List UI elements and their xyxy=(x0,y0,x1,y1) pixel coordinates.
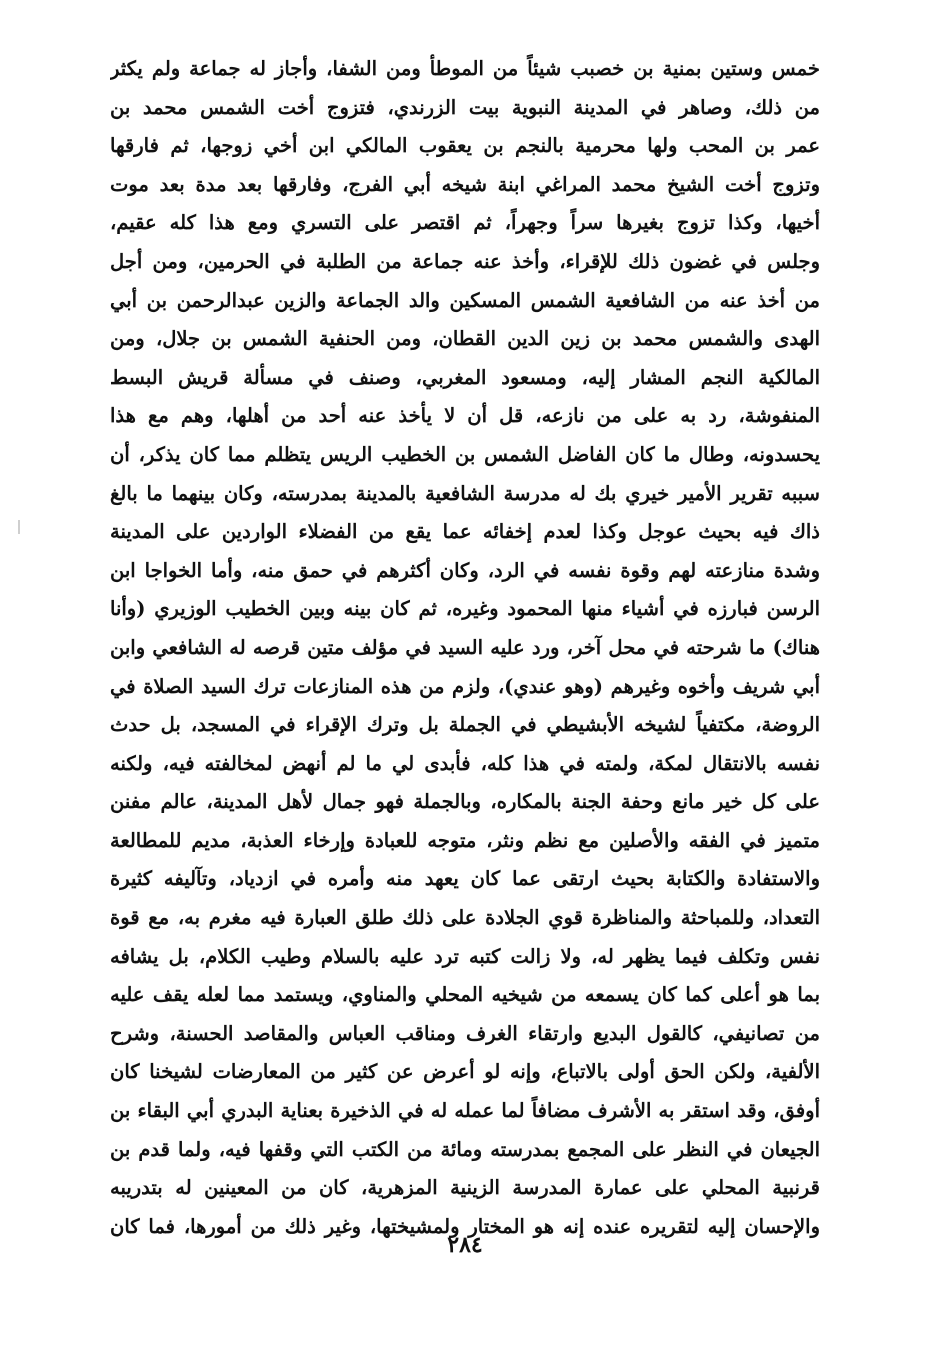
text-line-28: أوفق، وقد استقر به الأشرف مضافاً لما عمله له في الذخيرة بعناية البدري أبي البقاء بن xyxy=(110,1099,820,1123)
text-line-23: التعداد، وللمباحثة والمناظرة قوي الجلادة على ذلك طلق العبارة فيه مغرم به، مع قوة xyxy=(110,906,820,930)
text-line-8: الهدى والشمس محمد بن زين الدين القطان، ومن الحنفية الشمس بن جلال، ومن xyxy=(110,327,820,351)
text-line-16: هناك) ما شرحته في محل آخر، ورد عليه السيد في مؤلف متين قرصه له الشافعي وابن xyxy=(110,635,820,659)
text-line-4: وتزوج أخت الشيخ محمد المراغي ابنة شيخه أبي الفرج، وفارقها بعد مدة بعد موت xyxy=(110,172,820,196)
text-line-24: نفس وتكلف فيما يظهر له، ولا زالت كتبه ترد عليه بالسلام وطيب الكلام، بل يشافه xyxy=(110,944,820,968)
text-line-14: وشدة منازعته لهم وقوة نفسه في الرد، وكان أكثرهم في حمق منه، وأما الخواجا ابن xyxy=(110,558,820,582)
text-line-15: الرسن فبارزه في أشياء منها المحمود وغيره، ثم كان بينه وبين الخطيب الوزيري (وأنا xyxy=(110,597,820,621)
page-number: ٢٨٤ xyxy=(447,1232,483,1258)
text-line-26: من تصانيفي، كالقول البديع وارتقاء الغرف ومناقب العباس والمقاصد الحسنة، وشرح xyxy=(110,1021,820,1045)
text-line-29: الجيعان في النظر على المجمع بمدرسته ومائة من الكتب التي وقفها فيه، ولما قدم بن xyxy=(110,1137,820,1161)
text-line-13: ذاك فيه بحيث عوجل وكذا لعدم إخفائه عما يقع من الفضلاء الواردين على المدينة xyxy=(110,520,820,544)
text-line-27: الألفية، ولكن الحق أولى بالاتباع، وإنه لو أعرض عن كثير من المعارضات لشيخنا كان xyxy=(110,1060,820,1084)
text-line-3: عمر بن المحب ولها محرمية بالنجم بن يعقوب المالكي ابن أخي زوجها، ثم فارقها xyxy=(110,134,820,158)
text-line-12: سببه تقرير الأمير خيري بك له مدرسة الشافعية بالمدينة بمدرسته، وكان بينهما ما بالغ xyxy=(110,481,820,505)
text-line-9: المالكية النجم المشار إليه، ومسعود المغربي، وصنف في مسألة قريش البسط xyxy=(110,365,820,389)
text-line-19: نفسه بالانتقال لمكة، ولمته في هذا كله، فأبدى لي ما لم أنهض لمخالفته فيه، ولكنه xyxy=(110,751,820,775)
text-line-25: بما هو أعلى كما كان يسمعه من شيخيه المحلي والمناوي، ويستمد مما لعله يقف عليه xyxy=(110,983,820,1007)
text-line-20: على كل خير مانع وحفة الجنة بالمكاره، وبالجملة فهو جمال لأهل المدينة، عالم مفنن xyxy=(110,790,820,814)
page-body-text xyxy=(110,50,820,1246)
text-line-18: الروضة، مكتفياً لشيخه الأبشيطي في الجملة بل وترك الإقراء في المسجد، بل حدث xyxy=(110,713,820,737)
text-line-6: وجلس في غضون ذلك للإقراء، وأخذ عنه جماعة من الطلبة في الحرمين، ومن أجل xyxy=(110,249,820,273)
text-line-10: المنفوشة، رد به على من نازعه، قل أن لا يأخذ عنه أحد من أهلها، وهم مع هذا xyxy=(110,404,820,428)
text-line-22: والاستفادة والكتابة بحيث ارتقى عما كان يعهد منه وأمره في ازدياد، وتآليفه كثيرة xyxy=(110,867,820,891)
text-line-31: والإحسان إليه لتقريره عنده إنه هو المختار ولمشيختها، وغير ذلك من أمورها، فما كان xyxy=(110,1214,820,1238)
text-line-2: من ذلك، وصاهر في المدينة النبوية بيت الزرندي، فتزوج أخت الشمس محمد بن xyxy=(110,95,820,119)
text-line-5: أخيها، وكذا تزوج بغيرها سراً وجهراً، ثم اقتصر على التسري ومع هذا كله عقيم، xyxy=(110,211,820,235)
text-line-21: متميز في الفقه والأصلين مع نظم ونثر، متوجه للعبادة وإرخاء العذبة، مديم للمطالعة xyxy=(110,828,820,852)
text-line-1: خمس وستين بمنية بن خصبب شيئاً من الموطأ ومن الشفا، وأجاز له جماعة ولم يكثر xyxy=(110,57,820,80)
scan-speck xyxy=(18,520,20,534)
text-line-11: يحسدونه، وطال ما كان الفاضل الشمس بن الخطيب الريس يتظلم مما كان يذكر، أن xyxy=(110,442,820,466)
text-line-30: قرنبية المحلي على عمارة المدرسة الزينية المزهرية، كان من المعينين له بتدريبه xyxy=(110,1176,820,1200)
text-line-17: أبي شريف وأخوه وغيرهم (وهو عندي)، ولزم من هذه المنازعات ترك السيد الصلاة في xyxy=(110,674,820,698)
text-line-7: من أخذ عنه من الشافعية الشمس المسكين والد الجماعة والزين عبدالرحمن بن أبي xyxy=(110,288,820,312)
